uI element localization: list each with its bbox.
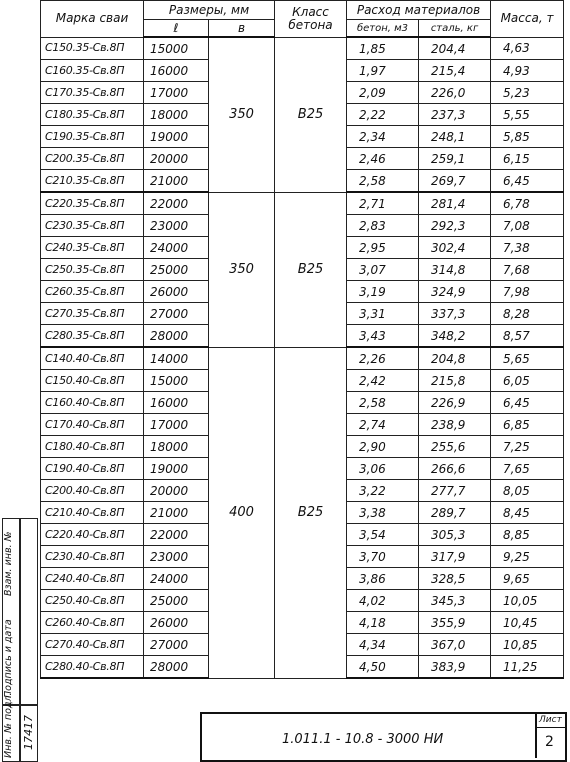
header-sizes: Размеры, мм — [144, 1, 275, 20]
cell-length: 17000 — [144, 82, 209, 104]
cell-length: 22000 — [144, 524, 209, 546]
table-row — [41, 192, 564, 215]
cell-steel: 367,0 — [419, 634, 491, 656]
cell-mass: 11,25 — [491, 656, 564, 679]
cell-mass: 5,65 — [491, 347, 564, 370]
cell-concrete: 3,07 — [347, 259, 419, 281]
cell-length: 18000 — [144, 436, 209, 458]
cell-concrete: 3,31 — [347, 303, 419, 325]
approval-margin — [2, 518, 40, 760]
sheet-label: Лист — [539, 715, 562, 725]
cell-mark: С280.35-Св.8П — [41, 325, 144, 348]
cell-mass: 7,38 — [491, 237, 564, 259]
cell-mark: С260.35-Св.8П — [41, 281, 144, 303]
cell-concrete: 4,02 — [347, 590, 419, 612]
cell-mass: 5,23 — [491, 82, 564, 104]
cell-mark: С220.35-Св.8П — [41, 192, 144, 215]
cell-mark: С240.35-Св.8П — [41, 237, 144, 259]
table-row — [41, 37, 564, 60]
cell-concrete: 2,58 — [347, 170, 419, 193]
cell-mass: 9,65 — [491, 568, 564, 590]
cell-length: 23000 — [144, 546, 209, 568]
cell-concrete: 4,18 — [347, 612, 419, 634]
cell-steel: 383,9 — [419, 656, 491, 679]
cell-length: 26000 — [144, 612, 209, 634]
cell-length: 21000 — [144, 502, 209, 524]
cell-steel: 204,8 — [419, 347, 491, 370]
cell-concrete-class: В25 — [275, 192, 347, 347]
cell-length: 27000 — [144, 634, 209, 656]
cell-steel: 226,9 — [419, 392, 491, 414]
cell-steel: 337,3 — [419, 303, 491, 325]
cell-steel: 302,4 — [419, 237, 491, 259]
cell-mark: С260.40-Св.8П — [41, 612, 144, 634]
cell-concrete: 3,43 — [347, 325, 419, 348]
cell-steel: 328,5 — [419, 568, 491, 590]
cell-mass: 8,28 — [491, 303, 564, 325]
cell-mark: С140.40-Св.8П — [41, 347, 144, 370]
cell-concrete: 3,70 — [347, 546, 419, 568]
cell-mass: 4,93 — [491, 60, 564, 82]
replaced-inv-label: Взам. инв. № — [3, 531, 14, 596]
cell-mass: 6,78 — [491, 192, 564, 215]
cell-steel: 266,6 — [419, 458, 491, 480]
cell-length: 20000 — [144, 480, 209, 502]
cell-concrete: 2,09 — [347, 82, 419, 104]
cell-mark: С190.40-Св.8П — [41, 458, 144, 480]
cell-width: 350 — [209, 37, 275, 192]
cell-steel: 237,3 — [419, 104, 491, 126]
cell-steel: 317,9 — [419, 546, 491, 568]
header-steel: сталь, кг — [419, 20, 491, 38]
cell-length: 20000 — [144, 148, 209, 170]
cell-mark: С250.35-Св.8П — [41, 259, 144, 281]
cell-steel: 215,8 — [419, 370, 491, 392]
cell-mark: С210.40-Св.8П — [41, 502, 144, 524]
cell-mark: С150.35-Св.8П — [41, 37, 144, 60]
cell-concrete: 2,74 — [347, 414, 419, 436]
cell-mass: 7,08 — [491, 215, 564, 237]
cell-mass: 7,25 — [491, 436, 564, 458]
cell-length: 24000 — [144, 237, 209, 259]
cell-length: 16000 — [144, 392, 209, 414]
cell-length: 19000 — [144, 458, 209, 480]
cell-steel: 292,3 — [419, 215, 491, 237]
cell-concrete: 3,86 — [347, 568, 419, 590]
cell-mass: 8,45 — [491, 502, 564, 524]
cell-steel: 238,9 — [419, 414, 491, 436]
header-length: ℓ — [144, 20, 209, 38]
cell-mass: 4,63 — [491, 37, 564, 60]
cell-concrete: 2,42 — [347, 370, 419, 392]
cell-mass: 8,05 — [491, 480, 564, 502]
cell-concrete: 1,97 — [347, 60, 419, 82]
cell-mass: 10,85 — [491, 634, 564, 656]
cell-length: 17000 — [144, 414, 209, 436]
cell-length: 25000 — [144, 259, 209, 281]
cell-mass: 6,85 — [491, 414, 564, 436]
cell-mark: С210.35-Св.8П — [41, 170, 144, 193]
cell-mark: С180.40-Св.8П — [41, 436, 144, 458]
cell-mark: С250.40-Св.8П — [41, 590, 144, 612]
cell-length: 14000 — [144, 347, 209, 370]
cell-mass: 6,05 — [491, 370, 564, 392]
cell-steel: 204,4 — [419, 37, 491, 60]
inv-no-label: Инв. № подл. — [3, 692, 14, 758]
cell-mass: 6,15 — [491, 148, 564, 170]
title-block — [200, 712, 567, 762]
cell-mark: С180.35-Св.8П — [41, 104, 144, 126]
header-concrete: бетон, м3 — [347, 20, 419, 38]
cell-mass: 7,98 — [491, 281, 564, 303]
cell-steel: 314,8 — [419, 259, 491, 281]
table-row — [41, 347, 564, 370]
cell-length: 28000 — [144, 656, 209, 679]
cell-length: 22000 — [144, 192, 209, 215]
cell-concrete-class: В25 — [275, 37, 347, 192]
cell-mass: 10,45 — [491, 612, 564, 634]
cell-length: 15000 — [144, 370, 209, 392]
cell-mark: С170.35-Св.8П — [41, 82, 144, 104]
cell-concrete: 4,50 — [347, 656, 419, 679]
cell-length: 15000 — [144, 37, 209, 60]
cell-steel: 226,0 — [419, 82, 491, 104]
cell-mass: 6,45 — [491, 392, 564, 414]
cell-concrete: 2,90 — [347, 436, 419, 458]
cell-concrete-class: В25 — [275, 347, 347, 678]
header-mark: Марка сваи — [41, 1, 144, 38]
cell-concrete: 3,22 — [347, 480, 419, 502]
cell-concrete: 3,19 — [347, 281, 419, 303]
cell-mass: 9,25 — [491, 546, 564, 568]
cell-mass: 8,57 — [491, 325, 564, 348]
cell-concrete: 2,71 — [347, 192, 419, 215]
cell-length: 16000 — [144, 60, 209, 82]
cell-steel: 305,3 — [419, 524, 491, 546]
cell-steel: 277,7 — [419, 480, 491, 502]
cell-mark: С240.40-Св.8П — [41, 568, 144, 590]
inv-no-value: 17417 — [22, 715, 35, 750]
cell-length: 26000 — [144, 281, 209, 303]
cell-steel: 269,7 — [419, 170, 491, 193]
cell-length: 28000 — [144, 325, 209, 348]
cell-mark: С270.35-Св.8П — [41, 303, 144, 325]
pile-spec-table — [40, 0, 564, 679]
cell-concrete: 2,34 — [347, 126, 419, 148]
cell-length: 24000 — [144, 568, 209, 590]
cell-length: 19000 — [144, 126, 209, 148]
header-materials: Расход материалов — [347, 1, 491, 20]
header-concrete-class: Класс бетона — [275, 1, 347, 38]
cell-mass: 6,45 — [491, 170, 564, 193]
cell-concrete: 2,22 — [347, 104, 419, 126]
cell-mass: 10,05 — [491, 590, 564, 612]
cell-length: 27000 — [144, 303, 209, 325]
cell-steel: 215,4 — [419, 60, 491, 82]
cell-steel: 248,1 — [419, 126, 491, 148]
cell-mark: С270.40-Св.8П — [41, 634, 144, 656]
cell-concrete: 2,95 — [347, 237, 419, 259]
cell-concrete: 2,26 — [347, 347, 419, 370]
cell-concrete: 3,06 — [347, 458, 419, 480]
cell-mass: 5,85 — [491, 126, 564, 148]
cell-steel: 324,9 — [419, 281, 491, 303]
cell-steel: 345,3 — [419, 590, 491, 612]
header-mass: Масса, т — [491, 1, 564, 38]
cell-mark: С160.35-Св.8П — [41, 60, 144, 82]
signature-date-label: Подпись и дата — [3, 619, 14, 698]
document-code: 1.011.1 - 10.8 - 3000 НИ — [282, 732, 444, 747]
cell-mark: С200.40-Св.8П — [41, 480, 144, 502]
cell-length: 21000 — [144, 170, 209, 193]
cell-concrete: 2,83 — [347, 215, 419, 237]
cell-mass: 7,65 — [491, 458, 564, 480]
cell-concrete: 3,54 — [347, 524, 419, 546]
sheet-number: 2 — [545, 734, 554, 750]
cell-concrete: 1,85 — [347, 37, 419, 60]
cell-concrete: 2,46 — [347, 148, 419, 170]
cell-width: 400 — [209, 347, 275, 678]
cell-mark: С150.40-Св.8П — [41, 370, 144, 392]
cell-length: 23000 — [144, 215, 209, 237]
cell-mark: С170.40-Св.8П — [41, 414, 144, 436]
cell-length: 25000 — [144, 590, 209, 612]
cell-steel: 281,4 — [419, 192, 491, 215]
cell-mass: 8,85 — [491, 524, 564, 546]
cell-mark: С200.35-Св.8П — [41, 148, 144, 170]
cell-mark: С160.40-Св.8П — [41, 392, 144, 414]
cell-mark: С230.40-Св.8П — [41, 546, 144, 568]
cell-steel: 255,6 — [419, 436, 491, 458]
cell-steel: 348,2 — [419, 325, 491, 348]
cell-concrete: 2,58 — [347, 392, 419, 414]
cell-length: 18000 — [144, 104, 209, 126]
cell-mark: С280.40-Св.8П — [41, 656, 144, 679]
cell-mark: С220.40-Св.8П — [41, 524, 144, 546]
cell-steel: 259,1 — [419, 148, 491, 170]
cell-width: 350 — [209, 192, 275, 347]
cell-mark: С230.35-Св.8П — [41, 215, 144, 237]
cell-concrete: 4,34 — [347, 634, 419, 656]
header-width: в — [209, 20, 275, 38]
sheet-cell — [535, 714, 565, 758]
cell-mark: С190.35-Св.8П — [41, 126, 144, 148]
cell-mass: 7,68 — [491, 259, 564, 281]
cell-steel: 289,7 — [419, 502, 491, 524]
cell-concrete: 3,38 — [347, 502, 419, 524]
cell-mass: 5,55 — [491, 104, 564, 126]
cell-steel: 355,9 — [419, 612, 491, 634]
spec-body — [41, 37, 564, 678]
